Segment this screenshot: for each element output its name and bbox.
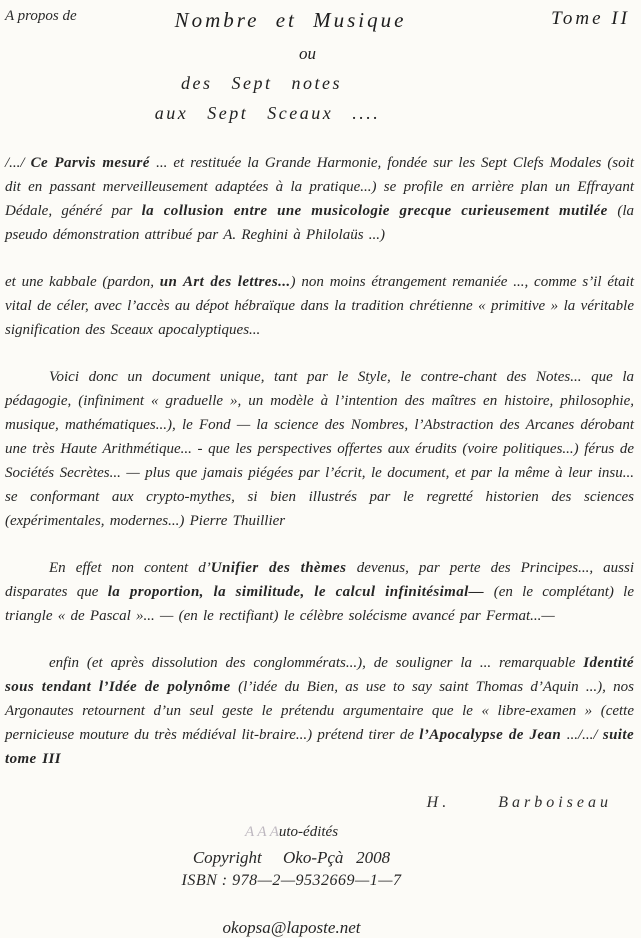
paragraph-enfin — [5, 651, 634, 771]
subtitle-notes: des Sept notes — [181, 73, 342, 93]
paragraph-unifier — [5, 556, 634, 628]
author-signature: H. Barboiseau — [426, 794, 612, 811]
text-segment-bold: Ce Parvis mesuré — [30, 155, 157, 171]
text-segment: /.../ — [5, 155, 31, 171]
text-segment-bold: Identité sous tendant l’Idée de polynôme — [5, 655, 634, 695]
header — [5, 8, 634, 33]
paragraph-parvis — [5, 151, 634, 247]
text-segment: et une kabbale (pardon, — [5, 274, 160, 290]
subtitle-ou: ou — [299, 44, 316, 63]
text-segment: ... et restituée la Grande Harmonie, fondée sur les Sept Clefs Modales (soit dit en passant merveilleusement adaptées à la pratique...) se profile en arrière plan un Effrayant Dédale, généré par — [5, 155, 634, 219]
footer-block — [0, 824, 606, 938]
text-segment-bold: la collusion entre une musicologie grecque curieusement mutilée — [141, 203, 618, 219]
isbn-line: ISBN : 978—2—9532669—1—7 — [181, 872, 402, 889]
text-segment: (en le complétant) le triangle « de Pascal »... — (en le rectifiant) le célèbre solécisme avancé par Fermat...— — [5, 584, 634, 624]
text-segment: Voici donc un document unique, tant par le Style, le contre-chant des Notes... que la pédagogie, (infiniment « graduelle », un modèle à l’intention des maîtres en histoire, philosophie, musique, mathématiques...), le Fond — la science des Nombres, l’Abstraction des Arcanes dérobant une très Haute Arithmétique... - que les perspectives offertes aux érudits (voire politiques...) férus de Sociétés Secrètes... — plus que jamais piégées par l’écrit, le document, et par la même à leur insu... se conformant aux crypto-mythes, si bien illustrés par le regretté historien des sciences (expérimentales, modernes...) Pierre Thuillier — [5, 369, 634, 529]
text-segment-bold: un Art des lettres... — [159, 274, 291, 290]
text-segment: .../.../ — [566, 727, 603, 743]
book-title: Nombre et Musique — [174, 8, 407, 32]
text-segment-bold: Unifier des thèmes — [210, 560, 357, 576]
text-segment: (la pseudo démonstration attribué par A. Reghini à Philolaüs ...) — [5, 203, 635, 243]
text-segment: ) non moins étrangement remaniée ..., comme s’il était vital de céler, avec l’accès au dépot hébraïque dans la tradition chrétienne « primitive » la véritable signification des Sceaux apocalyptiques... — [5, 274, 635, 338]
text-segment-bold: l’Apocalypse de Jean — [419, 727, 567, 743]
email-address: okopsa@laposte.net — [222, 918, 361, 937]
publisher-name: uto-édités — [278, 824, 339, 840]
text-segment: devenus, par perte des Principes..., aussi disparates que — [5, 560, 634, 600]
text-segment: En effet non content d’ — [49, 560, 211, 576]
publisher-line — [0, 824, 606, 841]
copyright-line: Copyright Oko-Pçà 2008 — [192, 848, 391, 867]
subtitle-sceaux: aux Sept Sceaux .... — [154, 103, 381, 123]
paragraph-document-unique — [5, 365, 634, 533]
text-segment: enfin (et après dissolution des conglommérats...), de souligner la ... remarquable — [49, 655, 584, 671]
tome-label: Tome II — [551, 8, 630, 29]
publisher-faded-initials: A A A — [244, 824, 279, 840]
header-left-label: A propos de — [5, 8, 77, 24]
text-segment: (l’idée du Bien, as use to say saint Thomas d’Aquin ...), nos Argonautes retournent d’un seul geste le prétendu argumentaire que le « libre-examen » (cette pernicieuse mouture du très médiéval lit-braire...) prétend tirer de — [5, 679, 634, 743]
paragraph-kabbale — [5, 270, 634, 342]
text-segment-bold: la proportion, la similitude, le calcul infinitésimal— — [107, 584, 494, 600]
text-segment-bold: suite tome III — [5, 727, 635, 767]
